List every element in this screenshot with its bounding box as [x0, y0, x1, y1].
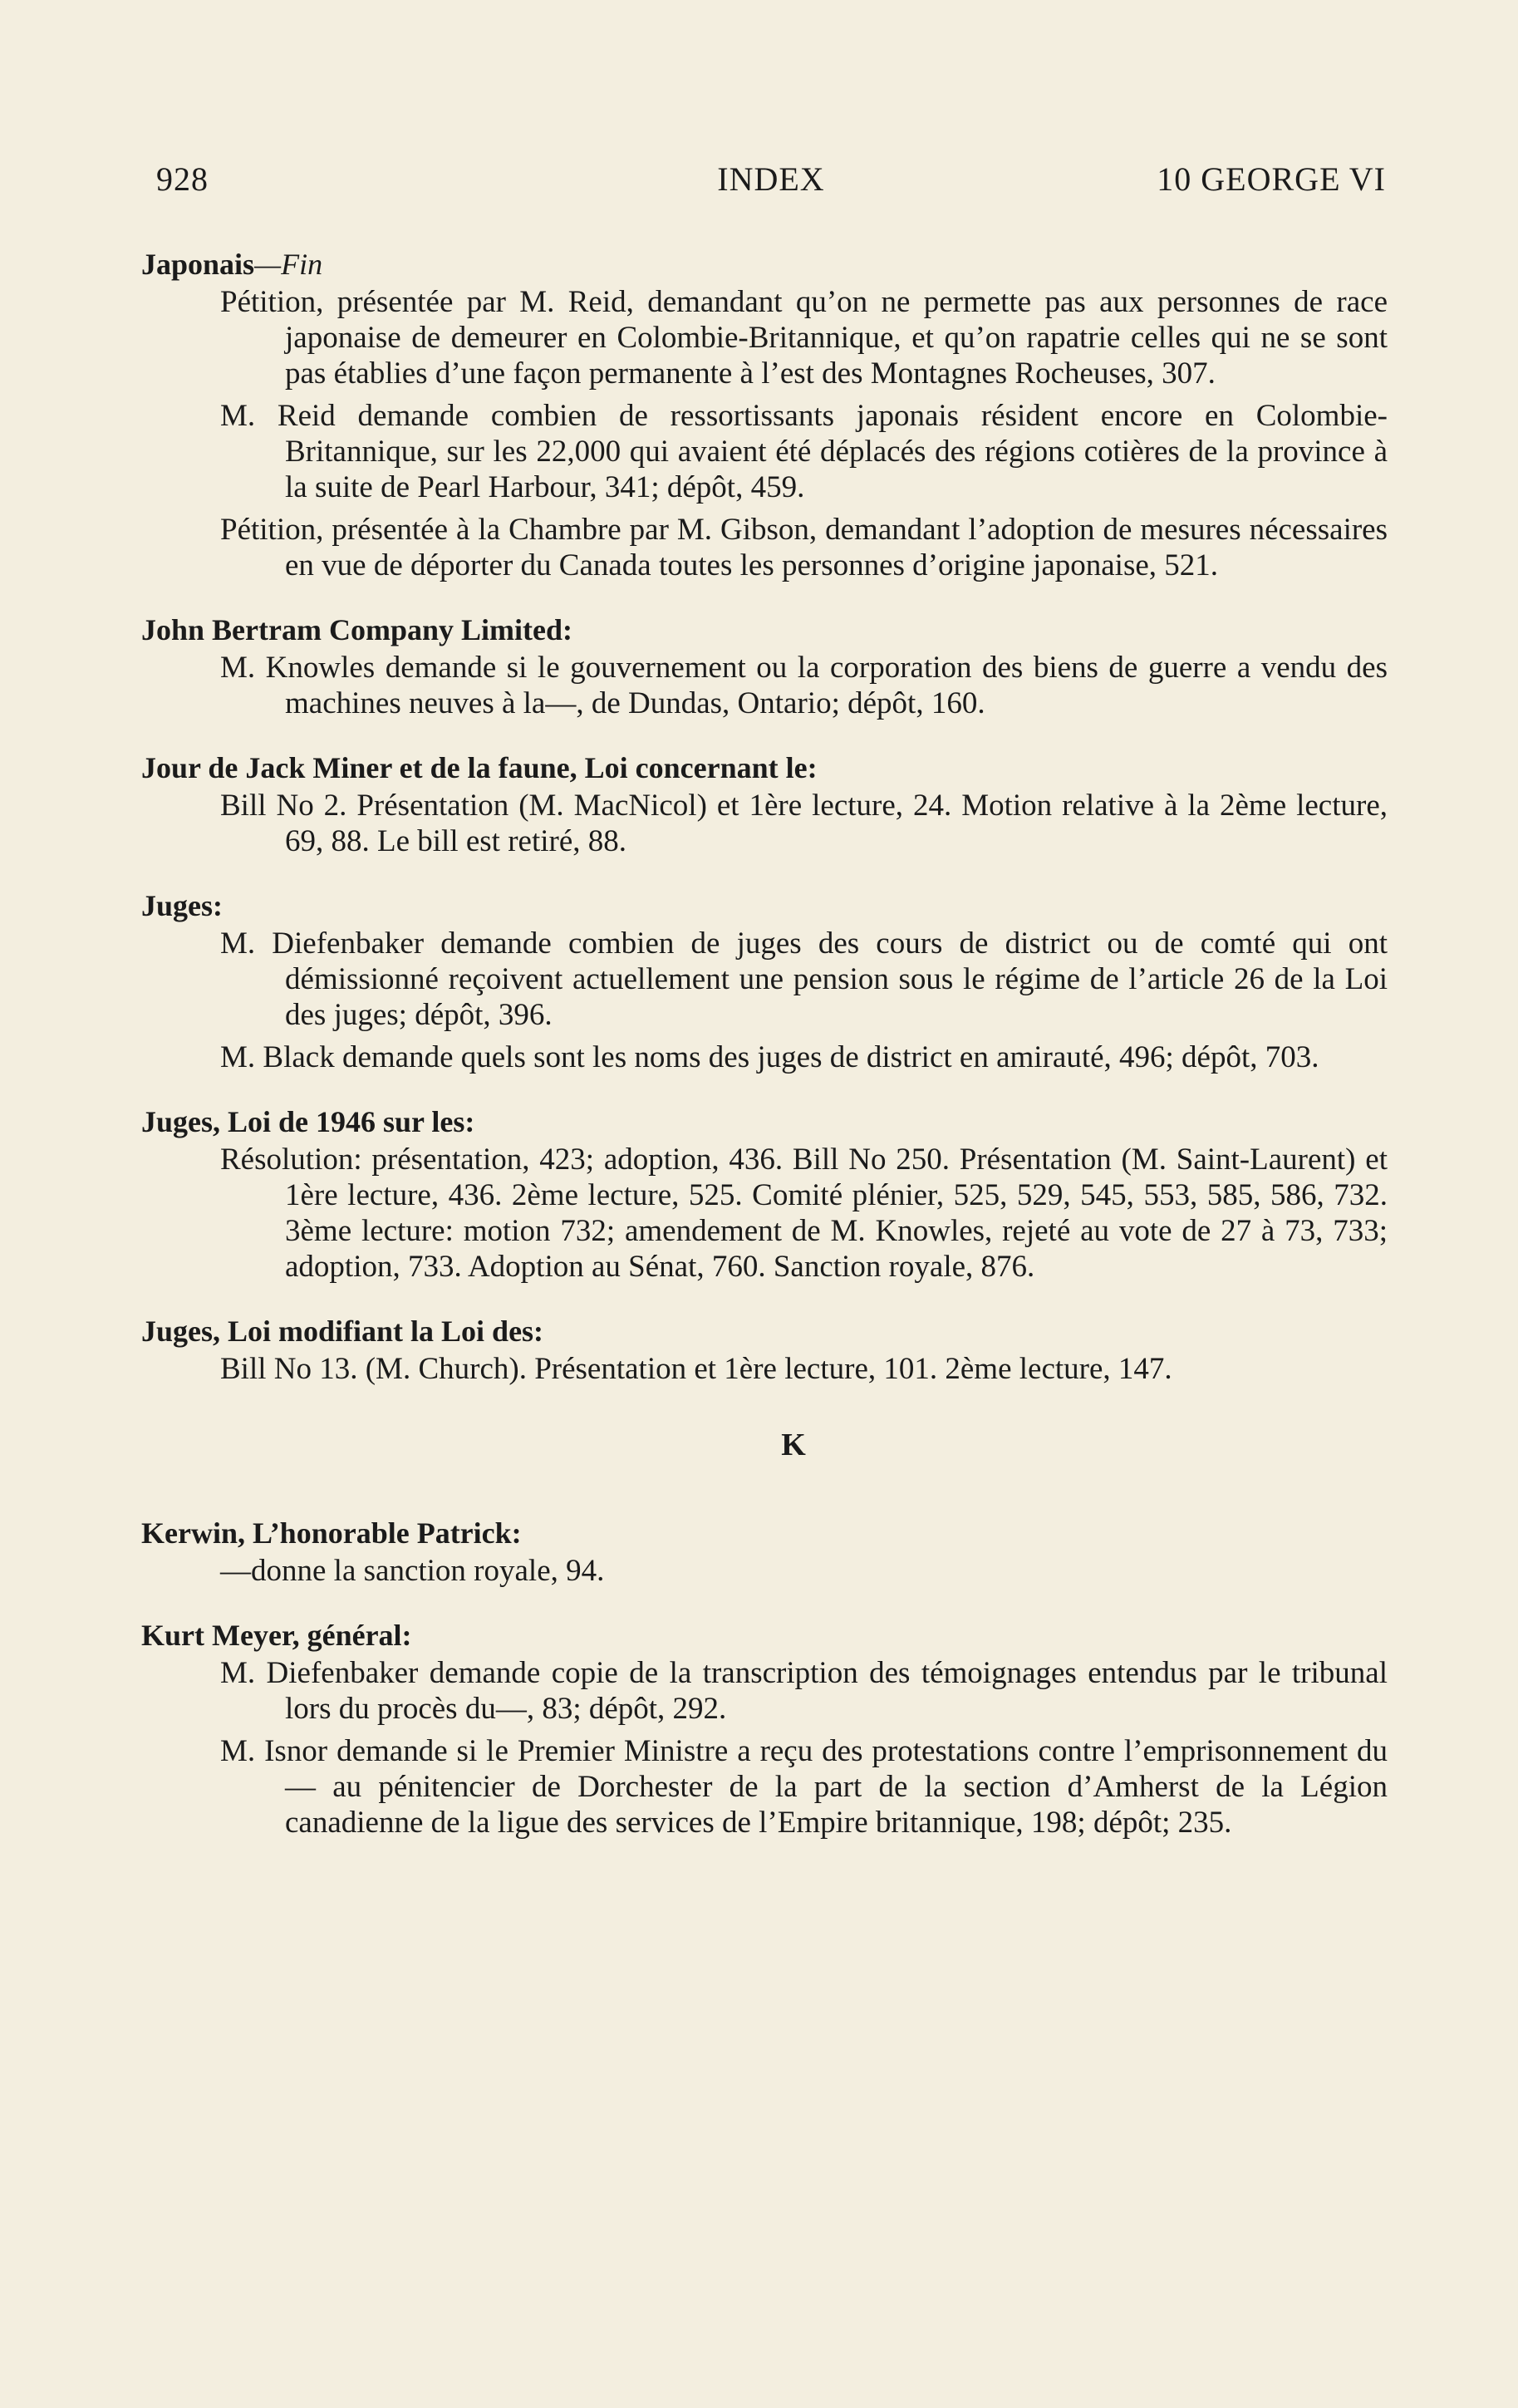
section-letter: K — [781, 1428, 806, 1462]
entry-heading: Jour de Jack Miner et de la faune, Loi concernant le: — [141, 751, 818, 784]
regnal-year: 10 GEORGE VI — [1157, 160, 1386, 198]
entry-item: M. Reid demande combien de ressortissants japonais résident encore en Colombie-Britannique, sur les 22,000 qui avaient été déplacés des régions cotières de la province à la suite de Pearl Harbour, 341; dépôt, 459. — [220, 399, 1388, 504]
entry-heading: Juges, Loi modifiant la Loi des: — [141, 1315, 544, 1348]
entry-item: M. Knowles demande si le gouvernement ou la corporation des biens de guerre a vendu des machines neuves à la—, de Dundas, Ontario; dépôt, 160. — [220, 651, 1388, 720]
entry-item: —donne la sanction royale, 94. — [220, 1554, 605, 1588]
entry-item: Bill No 13. (M. Church). Présentation et 1ère lecture, 101. 2ème lecture, 147. — [220, 1352, 1172, 1386]
entry-item: M. Diefenbaker demande copie de la transcription des témoignages entendus par le tribunal lors du procès du—, 83; dépôt, 292. — [220, 1656, 1388, 1726]
entry-heading: Juges, Loi de 1946 sur les: — [141, 1105, 475, 1138]
entry-heading: Japonais—Fin — [141, 248, 323, 281]
index-entry — [141, 887, 1388, 1075]
entry-item: Pétition, présentée à la Chambre par M. Gibson, demandant l’adoption de mesures nécessaires en vue de déporter du Canada toutes les personnes d’origine japonaise, 521. — [220, 513, 1388, 582]
entry-heading: Juges: — [141, 889, 223, 922]
entry-heading: Kurt Meyer, général: — [141, 1619, 412, 1652]
entry-item: Bill No 2. Présentation (M. MacNicol) et 1ère lecture, 24. Motion relative à la 2ème lecture, 69, 88. Le bill est retiré, 88. — [220, 789, 1388, 858]
running-head — [156, 160, 1386, 206]
page-number: 928 — [156, 160, 209, 198]
index-entry — [141, 246, 1388, 583]
index-entry — [141, 612, 1388, 721]
continuation-marker: —Fin — [254, 248, 323, 281]
entry-item: M. Black demande quels sont les noms des juges de district en amirauté, 496; dépôt, 703. — [220, 1040, 1319, 1074]
entry-item: M. Diefenbaker demande combien de juges des cours de district ou de comté qui ont démissionné reçoivent actuellement une pension sous le régime de l’article 26 de la Loi des juges; dépôt, 396. — [220, 926, 1388, 1032]
index-body — [141, 246, 1388, 1847]
index-entry — [141, 749, 1388, 859]
entry-heading: Kerwin, L’honorable Patrick: — [141, 1516, 522, 1550]
entry-item: Résolution: présentation, 423; adoption, 436. Bill No 250. Présentation (M. Saint-Laurent) et 1ère lecture, 436. 2ème lecture, 525. Comité plénier, 525, 529, 545, 553, 585, 586, 732. 3ème lecture: motion 732; amendement de M. Knowles, rejeté au vote de 27 à 73, 733; adoption, 733. Adoption au Sénat, 760. Sanction royale, 876. — [220, 1143, 1388, 1284]
index-entry — [141, 1515, 1388, 1589]
index-entry — [141, 1617, 1388, 1840]
index-entry — [141, 1313, 1388, 1387]
page-title: INDEX — [717, 160, 825, 198]
entry-item: Pétition, présentée par M. Reid, demandant qu’on ne permette pas aux personnes de race japonaise de demeurer en Colombie-Britannique, et qu’on rapatrie celles qui ne se sont pas établies d’une façon permanente à l’est des Montagnes Rocheuses, 307. — [220, 285, 1388, 391]
entry-heading: John Bertram Company Limited: — [141, 613, 572, 646]
index-entry — [141, 1103, 1388, 1285]
entry-item: M. Isnor demande si le Premier Ministre a reçu des protestations contre l’emprisonnement du— au pénitencier de Dorchester de la part de la section d’Amherst de la Légion canadienne de la ligue des services de l’Empire britannique, 198; dépôt; 235. — [220, 1734, 1388, 1840]
